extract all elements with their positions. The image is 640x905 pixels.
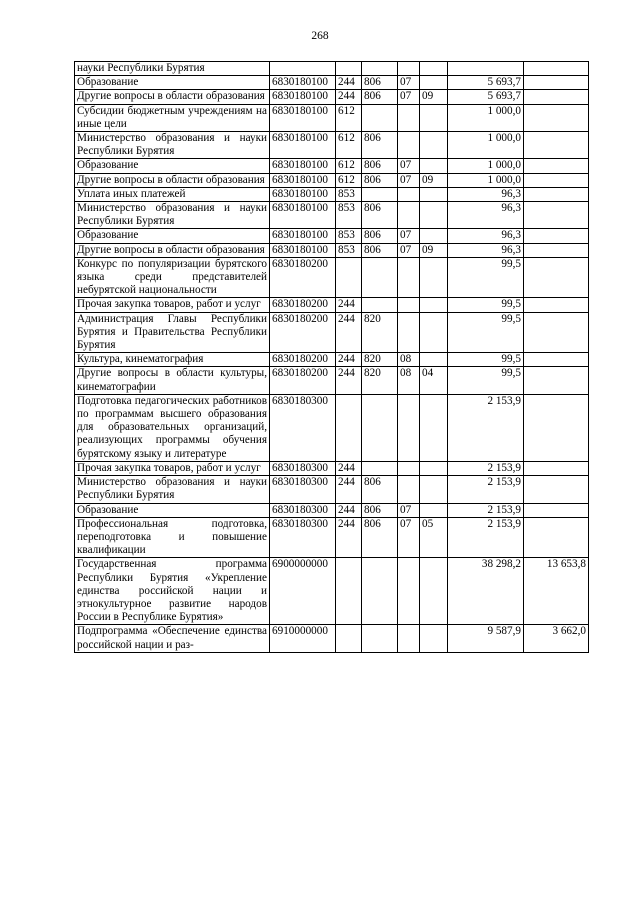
expense-type-cell: 853 xyxy=(336,229,362,243)
federal-amount-cell xyxy=(524,312,589,353)
amount-cell: 2 153,9 xyxy=(448,394,524,461)
section-cell xyxy=(398,461,420,475)
amount-cell: 5 693,7 xyxy=(448,90,524,104)
ministry-code-cell: 820 xyxy=(362,367,398,394)
ministry-code-cell xyxy=(362,187,398,201)
subsection-cell xyxy=(420,187,448,201)
subsection-cell xyxy=(420,132,448,159)
row-name-cell: Государственная программа Республики Бурятия «Укрепление единства российской нации и этнокультурное развитие народов России в Республике Бурятия» xyxy=(75,558,270,625)
expense-type-cell: 853 xyxy=(336,202,362,229)
subsection-cell xyxy=(420,461,448,475)
subsection-cell xyxy=(420,62,448,76)
ministry-code-cell: 820 xyxy=(362,312,398,353)
subsection-cell xyxy=(420,298,448,312)
subsection-cell xyxy=(420,104,448,131)
target-article-cell: 6830180100 xyxy=(270,132,336,159)
federal-amount-cell xyxy=(524,394,589,461)
subsection-cell: 04 xyxy=(420,367,448,394)
section-cell xyxy=(398,394,420,461)
ministry-code-cell xyxy=(362,625,398,652)
expense-type-cell: 853 xyxy=(336,187,362,201)
row-name-cell: Другие вопросы в области образования xyxy=(75,173,270,187)
section-cell: 08 xyxy=(398,367,420,394)
expense-type-cell xyxy=(336,62,362,76)
table-row xyxy=(75,312,589,353)
section-cell xyxy=(398,298,420,312)
amount-cell: 96,3 xyxy=(448,243,524,257)
table-row xyxy=(75,173,589,187)
amount-cell: 38 298,2 xyxy=(448,558,524,625)
section-cell xyxy=(398,558,420,625)
federal-amount-cell xyxy=(524,461,589,475)
federal-amount-cell xyxy=(524,159,589,173)
federal-amount-cell: 3 662,0 xyxy=(524,625,589,652)
table-row xyxy=(75,159,589,173)
amount-cell: 99,5 xyxy=(448,257,524,298)
ministry-code-cell: 806 xyxy=(362,517,398,558)
table-row xyxy=(75,558,589,625)
subsection-cell xyxy=(420,76,448,90)
section-cell xyxy=(398,476,420,503)
section-cell xyxy=(398,312,420,353)
table-row xyxy=(75,187,589,201)
row-name-cell: науки Республики Бурятия xyxy=(75,62,270,76)
amount-cell: 99,5 xyxy=(448,367,524,394)
table-row xyxy=(75,243,589,257)
ministry-code-cell xyxy=(362,257,398,298)
expense-type-cell: 244 xyxy=(336,76,362,90)
section-cell: 07 xyxy=(398,76,420,90)
section-cell: 07 xyxy=(398,229,420,243)
expense-type-cell xyxy=(336,558,362,625)
row-name-cell: Прочая закупка товаров, работ и услуг xyxy=(75,461,270,475)
ministry-code-cell: 806 xyxy=(362,90,398,104)
subsection-cell: 09 xyxy=(420,173,448,187)
subsection-cell xyxy=(420,394,448,461)
section-cell xyxy=(398,62,420,76)
federal-amount-cell xyxy=(524,202,589,229)
target-article-cell: 6830180100 xyxy=(270,229,336,243)
ministry-code-cell: 820 xyxy=(362,353,398,367)
expense-type-cell: 853 xyxy=(336,243,362,257)
expense-type-cell: 612 xyxy=(336,159,362,173)
table-row xyxy=(75,517,589,558)
expense-type-cell: 612 xyxy=(336,132,362,159)
page-number: 268 xyxy=(311,30,329,42)
row-name-cell: Министерство образования и науки Республики Бурятия xyxy=(75,476,270,503)
federal-amount-cell xyxy=(524,90,589,104)
ministry-code-cell: 806 xyxy=(362,243,398,257)
target-article-cell: 6830180200 xyxy=(270,353,336,367)
federal-amount-cell xyxy=(524,62,589,76)
expense-type-cell xyxy=(336,257,362,298)
expense-type-cell: 244 xyxy=(336,476,362,503)
table-row xyxy=(75,461,589,475)
expense-type-cell: 244 xyxy=(336,353,362,367)
federal-amount-cell xyxy=(524,104,589,131)
section-cell xyxy=(398,202,420,229)
subsection-cell xyxy=(420,558,448,625)
ministry-code-cell: 806 xyxy=(362,173,398,187)
row-name-cell: Министерство образования и науки Республики Бурятия xyxy=(75,202,270,229)
federal-amount-cell xyxy=(524,517,589,558)
target-article-cell: 6830180300 xyxy=(270,476,336,503)
row-name-cell: Другие вопросы в области образования xyxy=(75,243,270,257)
amount-cell: 9 587,9 xyxy=(448,625,524,652)
row-name-cell: Другие вопросы в области образования xyxy=(75,90,270,104)
table-row xyxy=(75,76,589,90)
row-name-cell: Другие вопросы в области культуры, кинематографии xyxy=(75,367,270,394)
row-name-cell: Конкурс по популяризации бурятского языка среди представителей небурятской национальности xyxy=(75,257,270,298)
amount-cell: 2 153,9 xyxy=(448,503,524,517)
budget-table xyxy=(74,61,589,653)
expense-type-cell: 244 xyxy=(336,503,362,517)
subsection-cell xyxy=(420,353,448,367)
expense-type-cell: 244 xyxy=(336,90,362,104)
subsection-cell: 09 xyxy=(420,243,448,257)
row-name-cell: Культура, кинематография xyxy=(75,353,270,367)
amount-cell: 2 153,9 xyxy=(448,461,524,475)
section-cell: 07 xyxy=(398,243,420,257)
table-row xyxy=(75,90,589,104)
table-row xyxy=(75,353,589,367)
table-row xyxy=(75,62,589,76)
section-cell: 07 xyxy=(398,517,420,558)
amount-cell: 1 000,0 xyxy=(448,132,524,159)
target-article-cell: 6830180300 xyxy=(270,461,336,475)
target-article-cell: 6830180200 xyxy=(270,257,336,298)
target-article-cell xyxy=(270,62,336,76)
expense-type-cell: 244 xyxy=(336,517,362,558)
section-cell xyxy=(398,257,420,298)
federal-amount-cell xyxy=(524,76,589,90)
subsection-cell: 09 xyxy=(420,90,448,104)
amount-cell: 5 693,7 xyxy=(448,76,524,90)
ministry-code-cell: 806 xyxy=(362,202,398,229)
amount-cell: 96,3 xyxy=(448,229,524,243)
amount-cell: 99,5 xyxy=(448,298,524,312)
federal-amount-cell xyxy=(524,503,589,517)
row-name-cell: Подготовка педагогических работников по программам высшего образования для образовательных организаций, реализующих программы обучения бурятскому языку и литературе xyxy=(75,394,270,461)
expense-type-cell: 612 xyxy=(336,104,362,131)
target-article-cell: 6830180100 xyxy=(270,187,336,201)
subsection-cell xyxy=(420,229,448,243)
amount-cell xyxy=(448,62,524,76)
section-cell: 07 xyxy=(398,173,420,187)
target-article-cell: 6830180100 xyxy=(270,104,336,131)
target-article-cell: 6830180200 xyxy=(270,312,336,353)
target-article-cell: 6900000000 xyxy=(270,558,336,625)
expense-type-cell: 612 xyxy=(336,173,362,187)
federal-amount-cell xyxy=(524,476,589,503)
amount-cell: 2 153,9 xyxy=(448,517,524,558)
table-row xyxy=(75,202,589,229)
ministry-code-cell: 806 xyxy=(362,159,398,173)
target-article-cell: 6830180100 xyxy=(270,243,336,257)
ministry-code-cell xyxy=(362,298,398,312)
table-row xyxy=(75,229,589,243)
target-article-cell: 6830180300 xyxy=(270,394,336,461)
row-name-cell: Подпрограмма «Обеспечение единства российской нации и раз- xyxy=(75,625,270,652)
amount-cell: 99,5 xyxy=(448,353,524,367)
expense-type-cell: 244 xyxy=(336,312,362,353)
amount-cell: 1 000,0 xyxy=(448,159,524,173)
target-article-cell: 6830180200 xyxy=(270,367,336,394)
federal-amount-cell: 13 653,8 xyxy=(524,558,589,625)
ministry-code-cell: 806 xyxy=(362,476,398,503)
federal-amount-cell xyxy=(524,132,589,159)
ministry-code-cell: 806 xyxy=(362,132,398,159)
federal-amount-cell xyxy=(524,229,589,243)
section-cell xyxy=(398,625,420,652)
table-row xyxy=(75,625,589,652)
row-name-cell: Министерство образования и науки Республики Бурятия xyxy=(75,132,270,159)
row-name-cell: Образование xyxy=(75,503,270,517)
row-name-cell: Прочая закупка товаров, работ и услуг xyxy=(75,298,270,312)
table-row xyxy=(75,394,589,461)
table-row xyxy=(75,298,589,312)
row-name-cell: Администрация Главы Республики Бурятия и Правительства Республики Бурятия xyxy=(75,312,270,353)
amount-cell: 96,3 xyxy=(448,187,524,201)
table-row xyxy=(75,476,589,503)
amount-cell: 99,5 xyxy=(448,312,524,353)
row-name-cell: Образование xyxy=(75,76,270,90)
row-name-cell: Уплата иных платежей xyxy=(75,187,270,201)
target-article-cell: 6830180100 xyxy=(270,202,336,229)
target-article-cell: 6910000000 xyxy=(270,625,336,652)
table-row xyxy=(75,104,589,131)
federal-amount-cell xyxy=(524,298,589,312)
ministry-code-cell: 806 xyxy=(362,503,398,517)
section-cell xyxy=(398,187,420,201)
table-row xyxy=(75,132,589,159)
ministry-code-cell xyxy=(362,104,398,131)
subsection-cell xyxy=(420,476,448,503)
row-name-cell: Образование xyxy=(75,159,270,173)
section-cell: 07 xyxy=(398,159,420,173)
ministry-code-cell xyxy=(362,62,398,76)
table-row xyxy=(75,367,589,394)
section-cell: 08 xyxy=(398,353,420,367)
target-article-cell: 6830180100 xyxy=(270,90,336,104)
amount-cell: 1 000,0 xyxy=(448,173,524,187)
row-name-cell: Субсидии бюджетным учреждениям на иные цели xyxy=(75,104,270,131)
target-article-cell: 6830180300 xyxy=(270,517,336,558)
target-article-cell: 6830180200 xyxy=(270,298,336,312)
amount-cell: 2 153,9 xyxy=(448,476,524,503)
table-row xyxy=(75,257,589,298)
subsection-cell xyxy=(420,625,448,652)
subsection-cell xyxy=(420,159,448,173)
subsection-cell xyxy=(420,257,448,298)
target-article-cell: 6830180100 xyxy=(270,159,336,173)
ministry-code-cell xyxy=(362,461,398,475)
ministry-code-cell: 806 xyxy=(362,76,398,90)
subsection-cell xyxy=(420,503,448,517)
subsection-cell: 05 xyxy=(420,517,448,558)
expense-type-cell: 244 xyxy=(336,298,362,312)
federal-amount-cell xyxy=(524,243,589,257)
table-row xyxy=(75,503,589,517)
row-name-cell: Образование xyxy=(75,229,270,243)
federal-amount-cell xyxy=(524,257,589,298)
expense-type-cell: 244 xyxy=(336,461,362,475)
federal-amount-cell xyxy=(524,367,589,394)
section-cell: 07 xyxy=(398,503,420,517)
target-article-cell: 6830180100 xyxy=(270,76,336,90)
section-cell: 07 xyxy=(398,90,420,104)
ministry-code-cell xyxy=(362,394,398,461)
section-cell xyxy=(398,104,420,131)
amount-cell: 1 000,0 xyxy=(448,104,524,131)
federal-amount-cell xyxy=(524,187,589,201)
expense-type-cell xyxy=(336,625,362,652)
ministry-code-cell xyxy=(362,558,398,625)
ministry-code-cell: 806 xyxy=(362,229,398,243)
table-body xyxy=(75,62,589,653)
federal-amount-cell xyxy=(524,353,589,367)
federal-amount-cell xyxy=(524,173,589,187)
section-cell xyxy=(398,132,420,159)
amount-cell: 96,3 xyxy=(448,202,524,229)
subsection-cell xyxy=(420,312,448,353)
target-article-cell: 6830180100 xyxy=(270,173,336,187)
expense-type-cell xyxy=(336,394,362,461)
subsection-cell xyxy=(420,202,448,229)
expense-type-cell: 244 xyxy=(336,367,362,394)
target-article-cell: 6830180300 xyxy=(270,503,336,517)
row-name-cell: Профессиональная подготовка, переподготовка и повышение квалификации xyxy=(75,517,270,558)
